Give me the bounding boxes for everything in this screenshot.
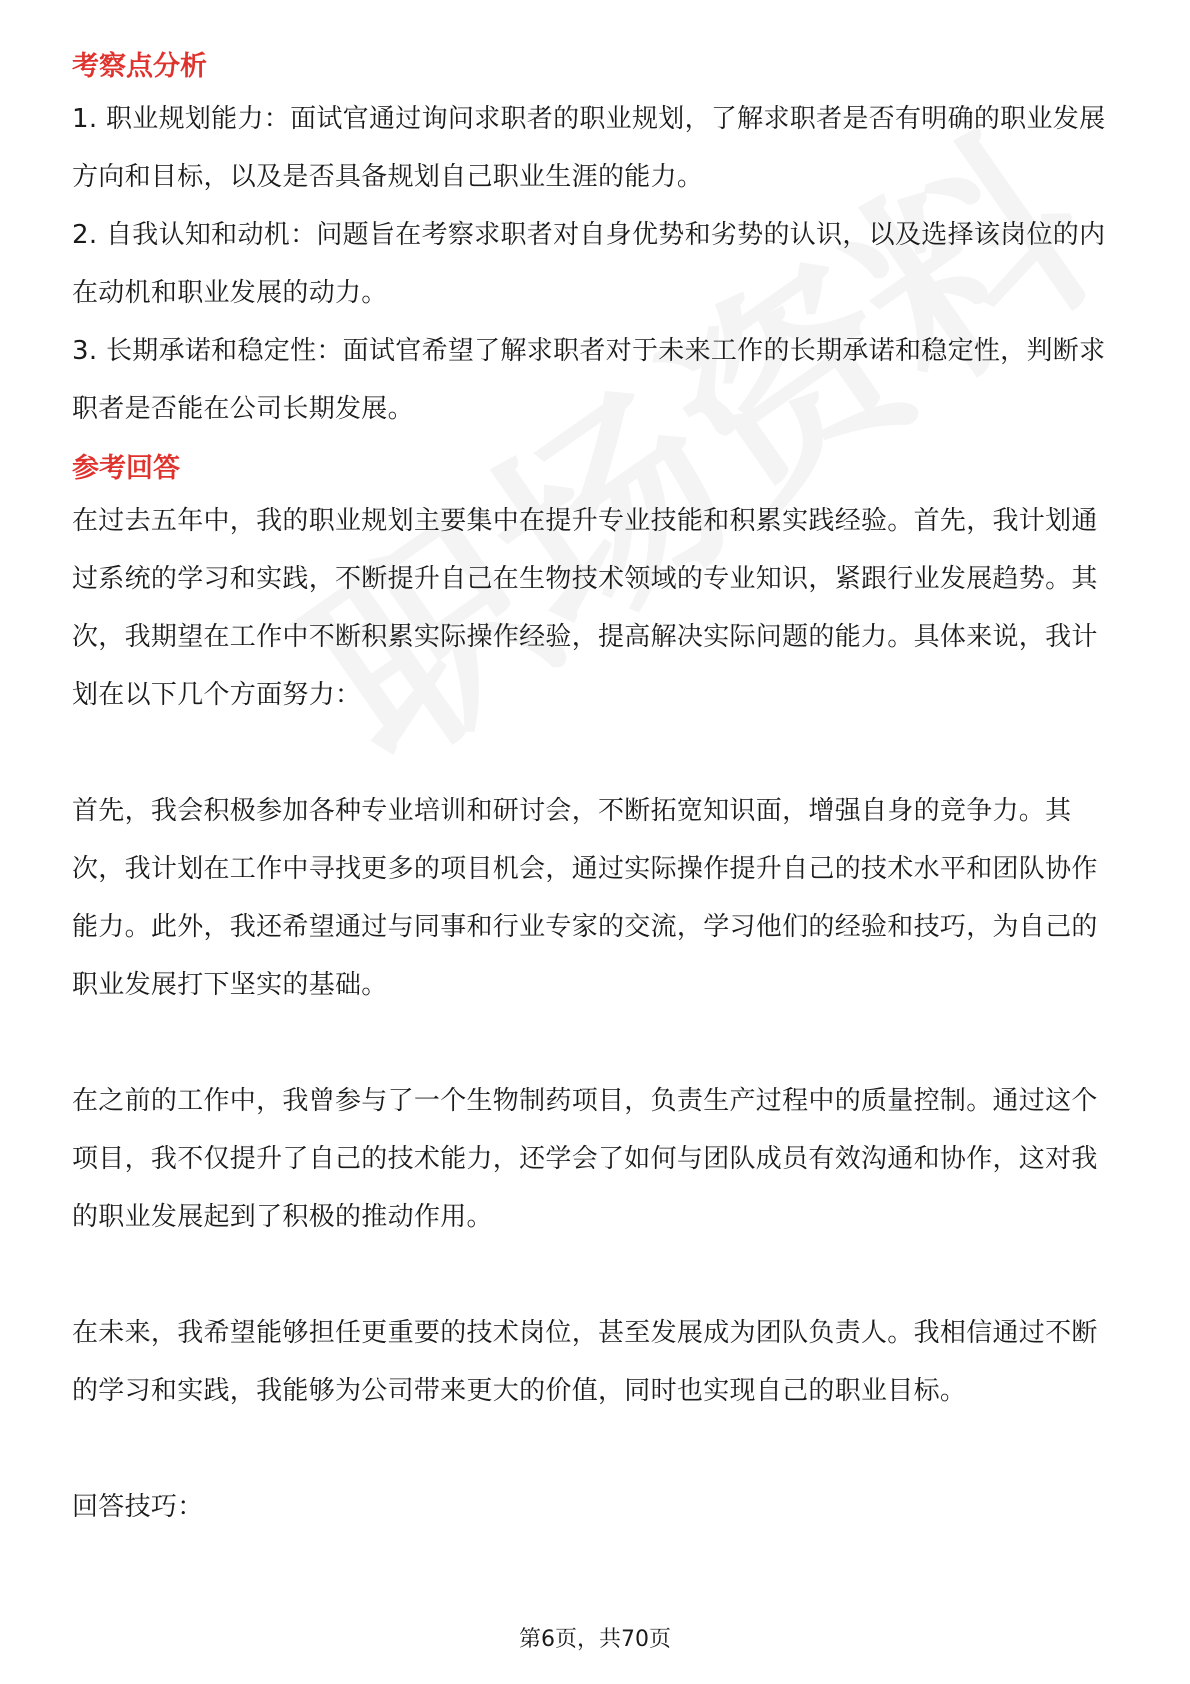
- answer-paragraph-1: 在过去五年中，我的职业规划主要集中在提升专业技能和积累实践经验。首先，我计划通过系统的学习和实践，不断提升自己在生物技术领域的专业知识，紧跟行业发展趋势。其次，我期望在工作中不断积累实际操作经验，提高解决实际问题的能力。具体来说，我计划在以下几个方面努力：: [72, 506, 1098, 710]
- tips-heading: 回答技巧：: [72, 1492, 204, 1522]
- document-body: [72, 44, 1122, 1536]
- answer-paragraph-3: 在之前的工作中，我曾参与了一个生物制药项目，负责生产过程中的质量控制。通过这个项目，我不仅提升了自己的技术能力，还学会了如何与团队成员有效沟通和协作，这对我的职业发展起到了积极的推动作用。: [72, 1086, 1098, 1232]
- analysis-item-1: 1. 职业规划能力：面试官通过询问求职者的职业规划，了解求职者是否有明确的职业发展方向和目标，以及是否具备规划自己职业生涯的能力。: [72, 104, 1106, 192]
- answer-paragraph-2: 首先，我会积极参加各种专业培训和研讨会，不断拓宽知识面，增强自身的竞争力。其次，我计划在工作中寻找更多的项目机会，通过实际操作提升自己的技术水平和团队协作能力。此外，我还希望通过与同事和行业专家的交流，学习他们的经验和技巧，为自己的职业发展打下坚实的基础。: [72, 796, 1098, 1000]
- page-number: 第6页，共70页: [519, 1627, 671, 1652]
- section-title-analysis: 考察点分析: [72, 51, 207, 82]
- answer-paragraph-4: 在未来，我希望能够担任更重要的技术岗位，甚至发展成为团队负责人。我相信通过不断的学习和实践，我能够为公司带来更大的价值，同时也实现自己的职业目标。: [72, 1318, 1098, 1406]
- analysis-item-2: 2. 自我认知和动机：问题旨在考察求职者对自身优势和劣势的认识，以及选择该岗位的内在动机和职业发展的动力。: [72, 220, 1106, 308]
- section-title-answer: 参考回答: [72, 453, 180, 484]
- analysis-item-3: 3. 长期承诺和稳定性：面试官希望了解求职者对于未来工作的长期承诺和稳定性，判断求职者是否能在公司长期发展。: [72, 336, 1106, 424]
